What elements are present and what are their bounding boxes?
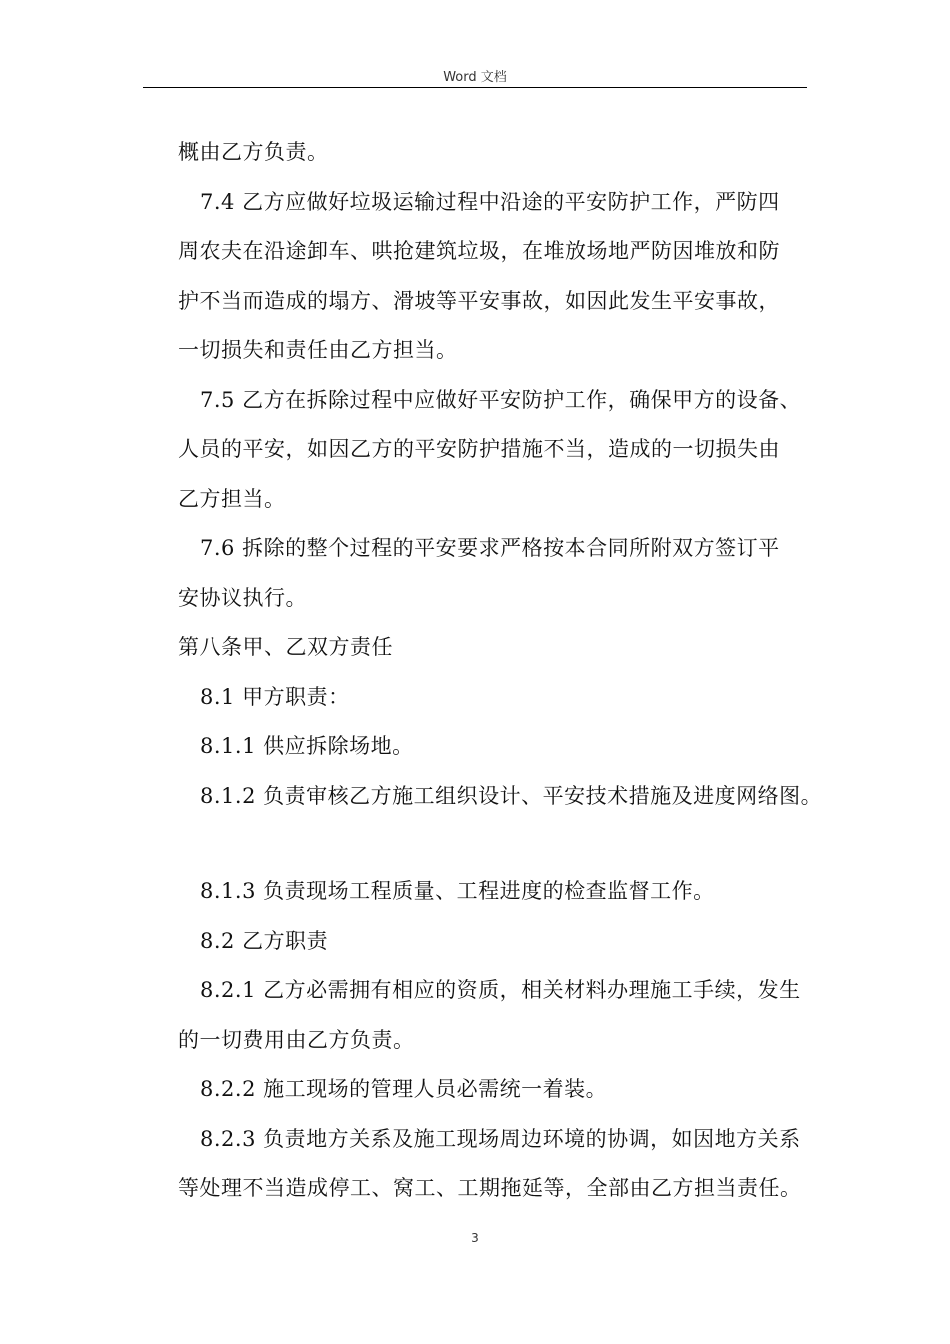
document-body — [178, 128, 823, 1214]
page-number: 3 — [471, 1231, 479, 1245]
paragraph-line: 的一切费用由乙方负责。 — [178, 1027, 415, 1052]
paragraph-line: 8.2.2 施工现场的管理人员必需统一着装。 — [200, 1077, 608, 1101]
paragraph-line: 8.2.3 负责地方关系及施工现场周边环境的协调，如因地方关系 — [200, 1126, 801, 1151]
paragraph-line: 8.1 甲方职责： — [200, 684, 350, 709]
paragraph-line: 7.5 乙方在拆除过程中应做好平安防护工作，确保甲方的设备、 — [200, 387, 802, 412]
blank-line — [178, 821, 818, 867]
paragraph-line: 8.1.2 负责审核乙方施工组织设计、平安技术措施及进度网络图。 — [200, 783, 823, 808]
paragraph-line: 概由乙方负责。 — [178, 140, 329, 164]
paragraph-line: 安协议执行。 — [178, 585, 307, 610]
paragraph-line: 护不当而造成的塌方、滑坡等平安事故，如因此发生平安事故， — [178, 288, 780, 313]
page-header-title: Word 文档 — [443, 70, 507, 85]
paragraph-line: 8.2 乙方职责 — [200, 928, 329, 953]
paragraph-line: 7.6 拆除的整个过程的平安要求严格按本合同所附双方签订平 — [200, 536, 780, 560]
paragraph-line: 8.1.1 供应拆除场地。 — [200, 734, 414, 758]
paragraph-line: 人员的平安，如因乙方的平安防护措施不当，造成的一切损失由 — [178, 437, 780, 461]
paragraph-line: 7.4 乙方应做好垃圾运输过程中沿途的平安防护工作，严防四 — [200, 189, 780, 214]
paragraph-line: 等处理不当造成停工、窝工、工期拖延等，全部由乙方担当责任。 — [178, 1176, 802, 1200]
paragraph-line: 8.1.3 负责现场工程质量、工程进度的检查监督工作。 — [200, 879, 715, 903]
section-heading: 第八条甲、乙双方责任 — [178, 635, 393, 659]
paragraph-line: 周农夫在沿途卸车、哄抢建筑垃圾，在堆放场地严防因堆放和防 — [178, 239, 780, 263]
paragraph-line: 乙方担当。 — [178, 486, 286, 511]
header-divider — [143, 87, 807, 88]
paragraph-line: 一切损失和责任由乙方担当。 — [178, 338, 458, 362]
paragraph-line: 8.2.1 乙方必需拥有相应的资质，相关材料办理施工手续，发生 — [200, 978, 801, 1002]
